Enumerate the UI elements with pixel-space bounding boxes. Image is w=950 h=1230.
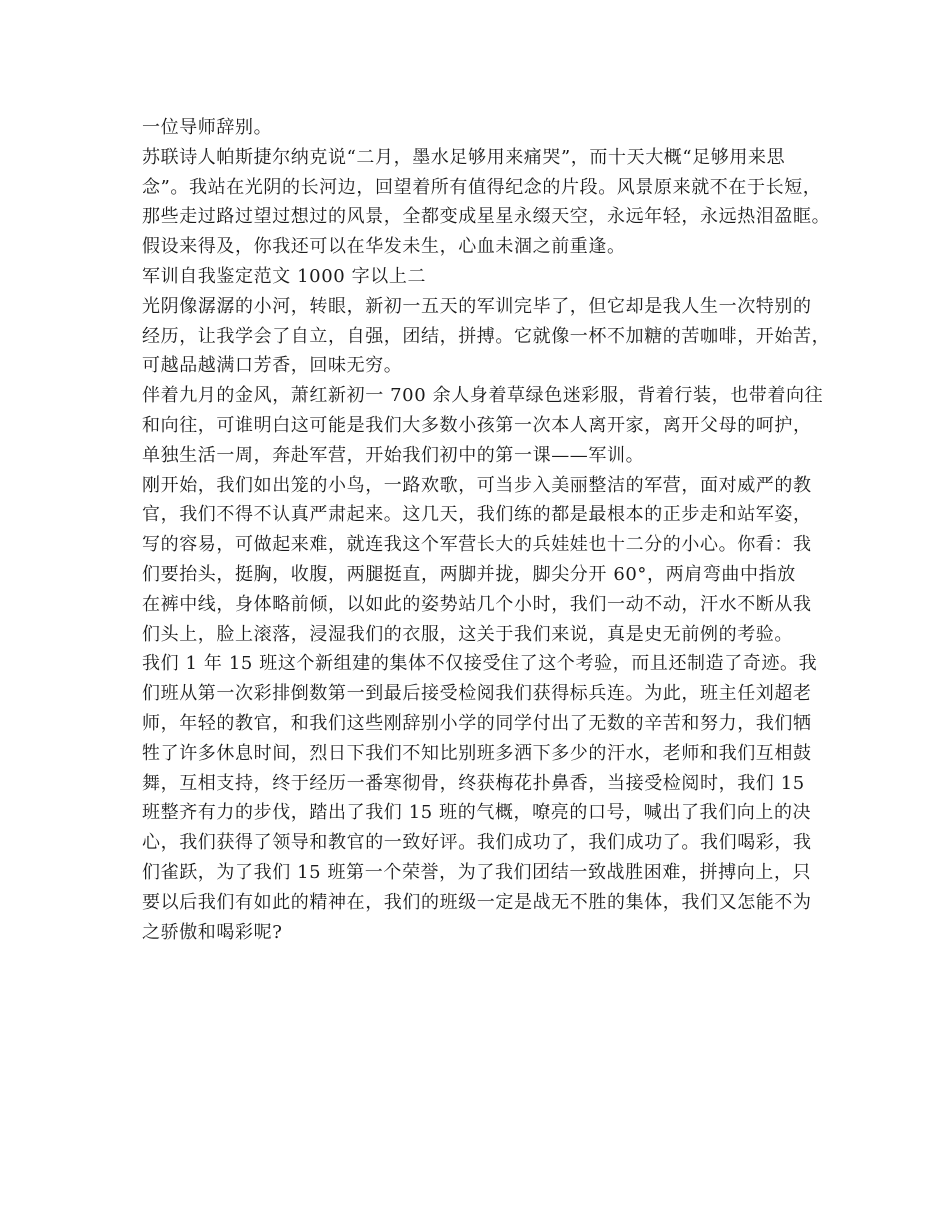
text-line: 伴着九月的金风，萧红新初一 700 余人身着草绿色迷彩服，背着行装，也带着向往 (142, 385, 824, 407)
text-line: 那些走过路过望过想过的风景，全都变成星星永缀天空，永远年轻，永远热泪盈眶。 (142, 206, 831, 228)
text-line: 们班从第一次彩排倒数第一到最后接受检阅我们获得标兵连。为此，班主任刘超老 (142, 683, 812, 705)
document-body (142, 113, 831, 947)
text-line: 心，我们获得了领导和教官的一致好评。我们成功了，我们成功了。我们喝彩，我 (142, 832, 812, 854)
text-line: 舞，互相支持，终于经历一番寒彻骨，终获梅花扑鼻香，当接受检阅时，我们 15 (142, 772, 805, 794)
text-line: 们要抬头，挺胸，收腹，两腿挺直，两脚并拢，脚尖分开 60°，两肩弯曲中指放 (142, 563, 796, 585)
text-line: 班整齐有力的步伐，踏出了我们 15 班的气概，嘹亮的口号，喊出了我们向上的决 (142, 802, 812, 824)
text-line: 们头上，脸上滚落，浸湿我们的衣服，这关于我们来说，真是史无前例的考验。 (142, 623, 793, 645)
text-line: 单独生活一周，奔赴军营，开始我们初中的第一课——军训。 (142, 444, 645, 466)
text-line: 苏联诗人帕斯捷尔纳克说“二月，墨水足够用来痛哭”，而十天大概“足够用来思 (142, 146, 786, 168)
text-line: 一位导师辞别。 (142, 117, 273, 138)
text-line: 可越品越满口芳香，回味无穷。 (142, 355, 403, 377)
text-line: 师，年轻的教官，和我们这些刚辞别小学的同学付出了无数的辛苦和努力，我们牺 (142, 712, 812, 734)
text-line: 念”。我站在光阴的长河边，回望着所有值得纪念的片段。风景原来就不在于长短， (142, 176, 822, 198)
text-line: 官，我们不得不认真严肃起来。这几天，我们练的都是最根本的正步走和站军姿， (142, 504, 812, 526)
text-line: 要以后我们有如此的精神在，我们的班级一定是战无不胜的集体，我们又怎能不为 (142, 891, 812, 913)
text-line: 牲了许多休息时间，烈日下我们不知比别班多洒下多少的汗水，老师和我们互相鼓 (142, 742, 812, 764)
text-line: 在裤中线，身体略前倾，以如此的姿势站几个小时，我们一动不动，汗水不断从我 (142, 593, 812, 615)
text-line: 假设来得及，你我还可以在华发未生，心血未涸之前重逢。 (142, 236, 626, 258)
text-line: 们雀跃，为了我们 15 班第一个荣誉，为了我们团结一致战胜困难，拼搏向上，只 (142, 861, 812, 883)
text-line: 和向往，可谁明白这可能是我们大多数小孩第一次本人离开家，离开父母的呵护， (142, 414, 812, 436)
text-line: 写的容易，可做起来难，就连我这个军营长大的兵娃娃也十二分的小心。你看：我 (142, 534, 812, 556)
section-heading: 军训自我鉴定范文 1000 字以上二 (142, 265, 427, 287)
text-line: 之骄傲和喝彩呢? (142, 921, 283, 943)
text-line: 我们 1 年 15 班这个新组建的集体不仅接受住了这个考验，而且还制造了奇迹。我 (142, 653, 818, 675)
text-line: 光阴像潺潺的小河，转眼，新初一五天的军训完毕了，但它却是我人生一次特别的 (142, 295, 812, 317)
text-line: 刚开始，我们如出笼的小鸟，一路欢歌，可当步入美丽整洁的军营，面对威严的教 (142, 474, 812, 496)
text-line: 经历，让我学会了自立，自强，团结，拼搏。它就像一杯不加糖的苦咖啡，开始苦， (142, 325, 831, 347)
